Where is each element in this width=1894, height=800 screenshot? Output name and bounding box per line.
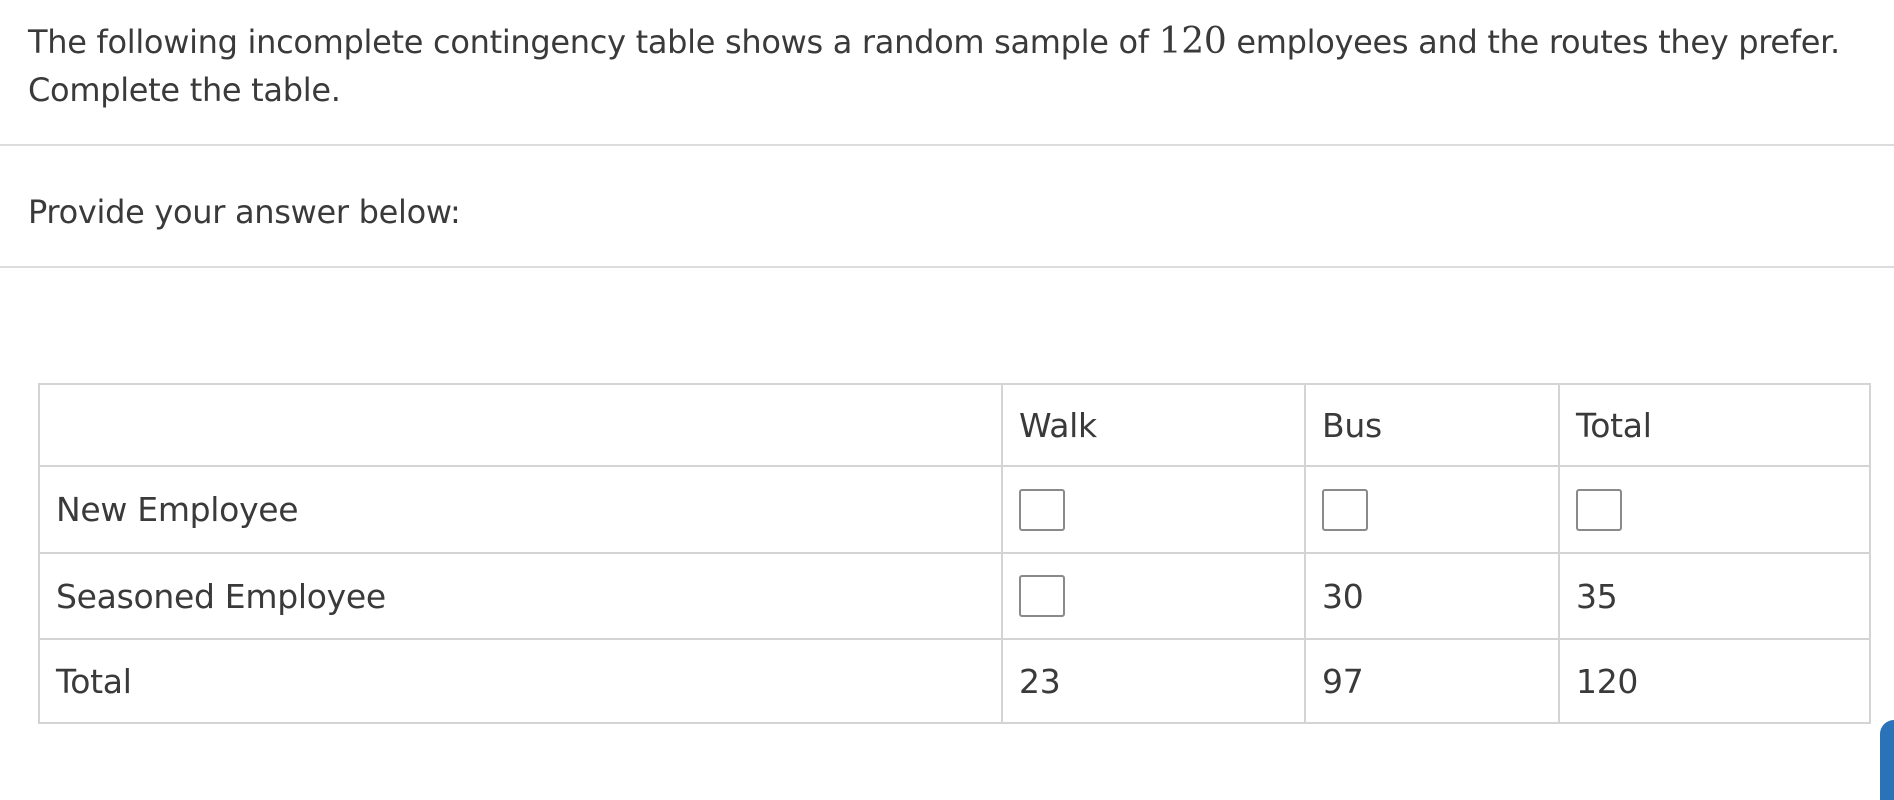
cell-seasoned-bus: 30	[1305, 553, 1559, 639]
corner-action-button[interactable]	[1880, 720, 1894, 800]
cell-seasoned-walk	[1002, 553, 1305, 639]
table-row-total	[39, 639, 1870, 723]
row-label-new-employee: New Employee	[39, 466, 1002, 553]
divider-bottom	[0, 266, 1894, 268]
new-employee-total-input[interactable]	[1576, 489, 1622, 531]
divider-top	[0, 144, 1894, 146]
question-number: 120	[1158, 21, 1227, 62]
contingency-table	[38, 383, 1871, 724]
header-cell-blank	[39, 384, 1002, 466]
header-cell-bus: Bus	[1305, 384, 1559, 466]
cell-total-bus: 97	[1305, 639, 1559, 723]
cell-new-bus	[1305, 466, 1559, 553]
cell-new-total	[1559, 466, 1870, 553]
question-text-after: employees and the routes they prefer. Complete the table.	[28, 23, 1840, 109]
cell-seasoned-total: 35	[1559, 553, 1870, 639]
table-row-seasoned-employee	[39, 553, 1870, 639]
table-row-new-employee	[39, 466, 1870, 553]
header-cell-total: Total	[1559, 384, 1870, 466]
seasoned-employee-walk-input[interactable]	[1019, 575, 1065, 617]
new-employee-walk-input[interactable]	[1019, 489, 1065, 531]
question-text	[28, 18, 1848, 114]
header-cell-walk: Walk	[1002, 384, 1305, 466]
question-text-before: The following incomplete contingency table shows a random sample of	[28, 23, 1159, 61]
new-employee-bus-input[interactable]	[1322, 489, 1368, 531]
cell-total-walk: 23	[1002, 639, 1305, 723]
table-header-row	[39, 384, 1870, 466]
answer-prompt: Provide your answer below:	[28, 193, 461, 231]
row-label-seasoned-employee: Seasoned Employee	[39, 553, 1002, 639]
cell-total-total: 120	[1559, 639, 1870, 723]
cell-new-walk	[1002, 466, 1305, 553]
row-label-total: Total	[39, 639, 1002, 723]
